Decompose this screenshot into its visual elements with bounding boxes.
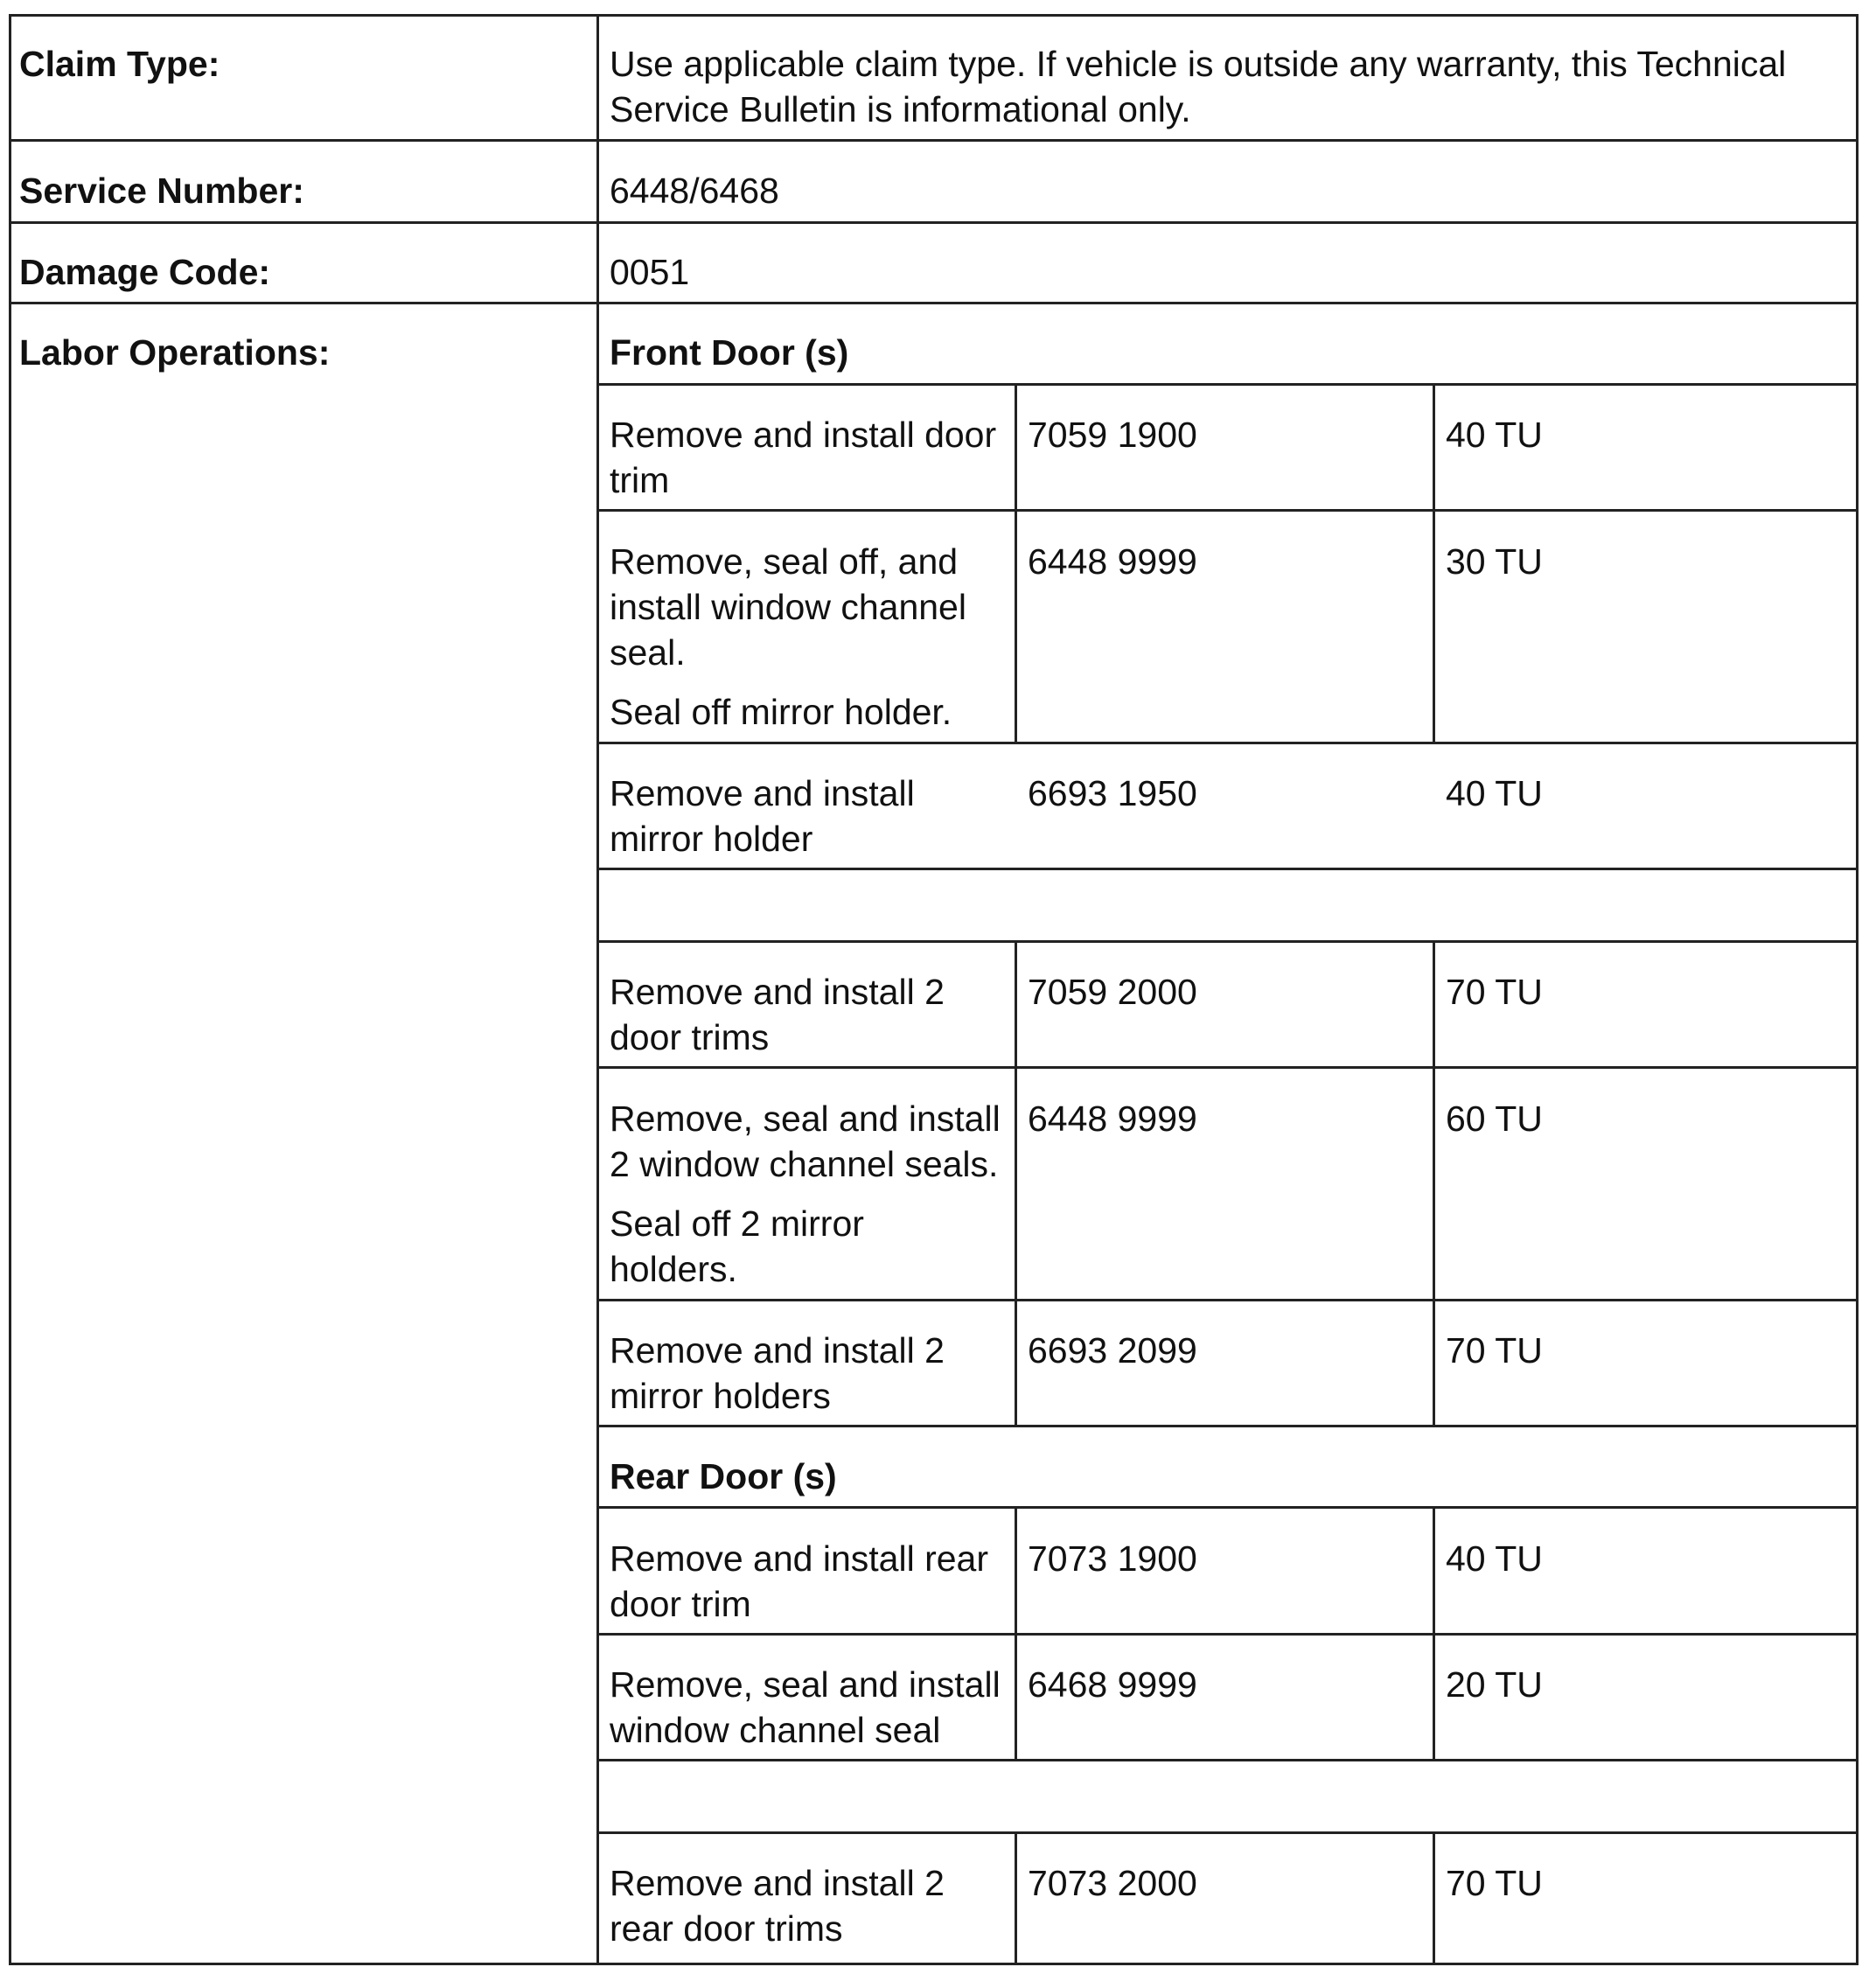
operation-code: 6468 9999	[1028, 1664, 1197, 1705]
table-border-bottom	[9, 1963, 1859, 1965]
operation-description: Remove and install door	[610, 415, 997, 455]
operation-description: Remove, seal and install	[610, 1099, 1001, 1139]
labor-row-divider	[596, 1425, 1859, 1427]
service-number-label: Service Number:	[19, 171, 304, 211]
labor-row-divider	[596, 868, 1859, 870]
table-border-left	[9, 14, 11, 1965]
labor-row-divider	[596, 1506, 1859, 1509]
operation-description: Remove, seal and install	[610, 1664, 1001, 1705]
operation-description: window channel seal	[610, 1710, 941, 1750]
operation-description: holders.	[610, 1249, 737, 1289]
operation-description: mirror holders	[610, 1376, 831, 1416]
operation-code: 6448 9999	[1028, 541, 1197, 582]
operation-time-units: 70 TU	[1446, 1863, 1543, 1903]
operation-code: 6693 2099	[1028, 1330, 1197, 1371]
operation-time-units: 60 TU	[1446, 1099, 1543, 1139]
operation-time-units: 20 TU	[1446, 1664, 1543, 1705]
operation-description: Remove and install	[610, 773, 915, 813]
operation-description: Seal off mirror holder.	[610, 692, 952, 732]
operation-description: 2 window channel seals.	[610, 1144, 999, 1184]
operation-description: Remove and install rear	[610, 1538, 988, 1579]
labor-row-divider	[596, 509, 1859, 512]
operation-time-units: 40 TU	[1446, 1538, 1543, 1579]
operation-description: Remove and install 2	[610, 1863, 945, 1903]
operation-description: door trims	[610, 1017, 770, 1057]
claim-type-line-2: Service Bulletin is informational only.	[610, 89, 1191, 129]
damage-code-value: 0051	[610, 252, 690, 292]
claim-type-label: Claim Type:	[19, 44, 220, 84]
damage-code-label: Damage Code:	[19, 252, 271, 292]
labor-row-divider	[596, 1759, 1859, 1761]
operation-code: 7059 1900	[1028, 415, 1197, 455]
front-door-heading: Front Door (s)	[610, 332, 849, 373]
operation-code: 6693 1950	[1028, 773, 1197, 813]
operation-time-units: 70 TU	[1446, 1330, 1543, 1371]
row-divider-claim-type	[9, 139, 1859, 142]
operation-description: seal.	[610, 632, 686, 673]
operation-time-units: 40 TU	[1446, 415, 1543, 455]
labor-row-divider	[596, 1831, 1859, 1834]
operation-code: 7059 2000	[1028, 972, 1197, 1012]
labor-row-divider	[596, 1633, 1859, 1636]
operation-description: trim	[610, 460, 670, 500]
labor-row-divider	[596, 1299, 1859, 1301]
operation-description: Remove and install 2	[610, 1330, 945, 1371]
operation-description: mirror holder	[610, 819, 813, 859]
operation-description: install window channel	[610, 587, 966, 627]
labor-row-divider	[596, 383, 1859, 386]
table-border-top	[9, 14, 1859, 17]
operation-description: Remove and install 2	[610, 972, 945, 1012]
rear-door-heading: Rear Door (s)	[610, 1456, 837, 1496]
row-divider-damage-code	[9, 302, 1859, 304]
operation-description: door trim	[610, 1584, 751, 1624]
operation-description: Seal off 2 mirror	[610, 1203, 864, 1244]
table-border-right	[1856, 14, 1859, 1965]
row-divider-service-number	[9, 221, 1859, 224]
labor-row-divider	[596, 940, 1859, 943]
claim-type-line-1: Use applicable claim type. If vehicle is outside any warranty, this Technical	[610, 44, 1787, 84]
operation-code: 7073 2000	[1028, 1863, 1197, 1903]
operation-code: 6448 9999	[1028, 1099, 1197, 1139]
labor-operations-label: Labor Operations:	[19, 332, 331, 373]
operation-description: rear door trims	[610, 1908, 843, 1949]
service-number-value: 6448/6468	[610, 171, 779, 211]
operation-time-units: 30 TU	[1446, 541, 1543, 582]
operation-time-units: 40 TU	[1446, 773, 1543, 813]
operation-code: 7073 1900	[1028, 1538, 1197, 1579]
operation-description: Remove, seal off, and	[610, 541, 959, 582]
labor-row-divider	[596, 1066, 1859, 1069]
labor-row-divider	[596, 742, 1859, 744]
operation-time-units: 70 TU	[1446, 972, 1543, 1012]
